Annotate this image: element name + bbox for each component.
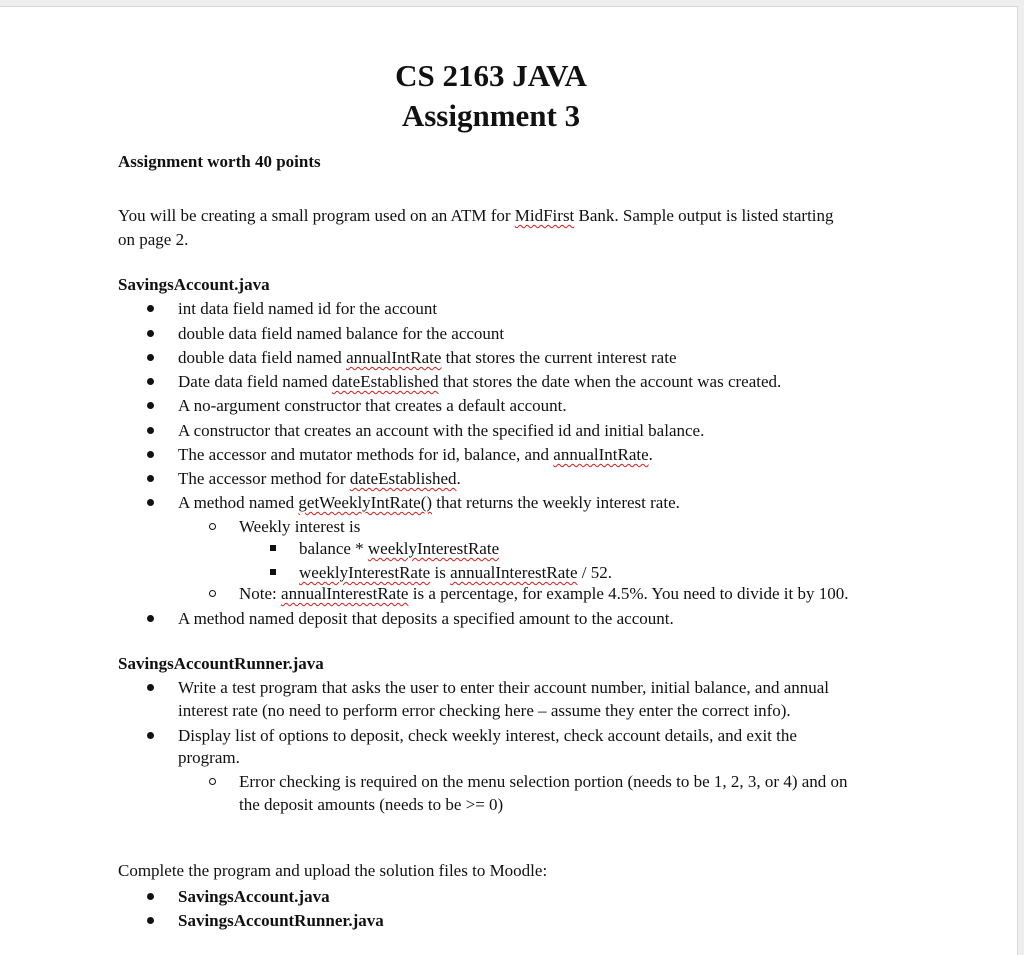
intro-line-2: on page 2. [118, 230, 189, 249]
bullet-icon [147, 305, 154, 312]
bullet-icon [147, 354, 154, 361]
file-item: SavingsAccount.java [178, 887, 330, 906]
bullet-icon [147, 893, 154, 900]
bullet-icon [147, 378, 154, 385]
sub-sub-list-item: weeklyInterestRate is annualInterestRate / 52. [299, 563, 612, 582]
list-item-line: program. [178, 748, 240, 767]
bullet-icon [147, 684, 154, 691]
sub-list-item: Note: annualInterestRate is a percentage, for example 4.5%. You need to divide it by 100. [239, 584, 849, 603]
list-item: A constructor that creates an account with the specified id and initial balance. [178, 421, 705, 440]
bullet-icon [147, 732, 154, 739]
list-item: double data field named balance for the account [178, 324, 505, 343]
bullet-icon [147, 451, 154, 458]
list-item: A no-argument constructor that creates a default account. [178, 396, 567, 415]
list-item: double data field named annualIntRate that stores the current interest rate [178, 348, 677, 367]
list-item: int data field named id for the account [178, 299, 438, 318]
sub-bullet-icon [209, 523, 216, 530]
list-item: The accessor method for dateEstablished. [178, 469, 461, 488]
sub-bullet-icon [209, 778, 216, 785]
bullet-icon [147, 330, 154, 337]
list-item-line: interest rate (no need to perform error checking here – assume they enter the correct info). [178, 701, 791, 720]
points-heading: Assignment worth 40 points [118, 152, 321, 171]
bullet-icon [147, 615, 154, 622]
page-subtitle: Assignment 3 [401, 98, 581, 133]
list-item-line: Write a test program that asks the user to enter their account number, initial balance, and annual [178, 678, 830, 697]
sub-sub-list-item: balance * weeklyInterestRate [299, 539, 500, 558]
list-item: A method named deposit that deposits a specified amount to the account. [178, 609, 674, 628]
bullet-icon [147, 427, 154, 434]
list-item: The accessor and mutator methods for id, balance, and annualIntRate. [178, 445, 653, 464]
sub-list-item-line: the deposit amounts (needs to be >= 0) [239, 795, 504, 814]
square-bullet-icon [270, 569, 276, 575]
page-title: CS 2163 JAVA [395, 58, 587, 93]
sub-list-item: Weekly interest is [239, 517, 361, 536]
intro-line-1: You will be creating a small program used on an ATM for MidFirst Bank. Sample output is listed starting [118, 206, 834, 225]
sub-bullet-icon [209, 590, 216, 597]
list-item: Date data field named dateEstablished that stores the date when the account was created. [178, 372, 782, 391]
bullet-icon [147, 475, 154, 482]
savings-account-heading: SavingsAccount.java [118, 275, 270, 294]
sub-list-item-line: Error checking is required on the menu selection portion (needs to be 1, 2, 3, or 4) and on [239, 772, 848, 791]
bullet-icon [147, 917, 154, 924]
bullet-icon [147, 402, 154, 409]
complete-instructions: Complete the program and upload the solution files to Moodle: [118, 861, 548, 880]
square-bullet-icon [270, 545, 276, 551]
document-page [0, 6, 1018, 955]
bullet-icon [147, 499, 154, 506]
list-item: A method named getWeeklyIntRate() that returns the weekly interest rate. [178, 493, 680, 512]
file-item: SavingsAccountRunner.java [178, 911, 384, 930]
list-item-line: Display list of options to deposit, check weekly interest, check account details, and exit the [178, 726, 797, 745]
runner-heading: SavingsAccountRunner.java [118, 654, 324, 673]
